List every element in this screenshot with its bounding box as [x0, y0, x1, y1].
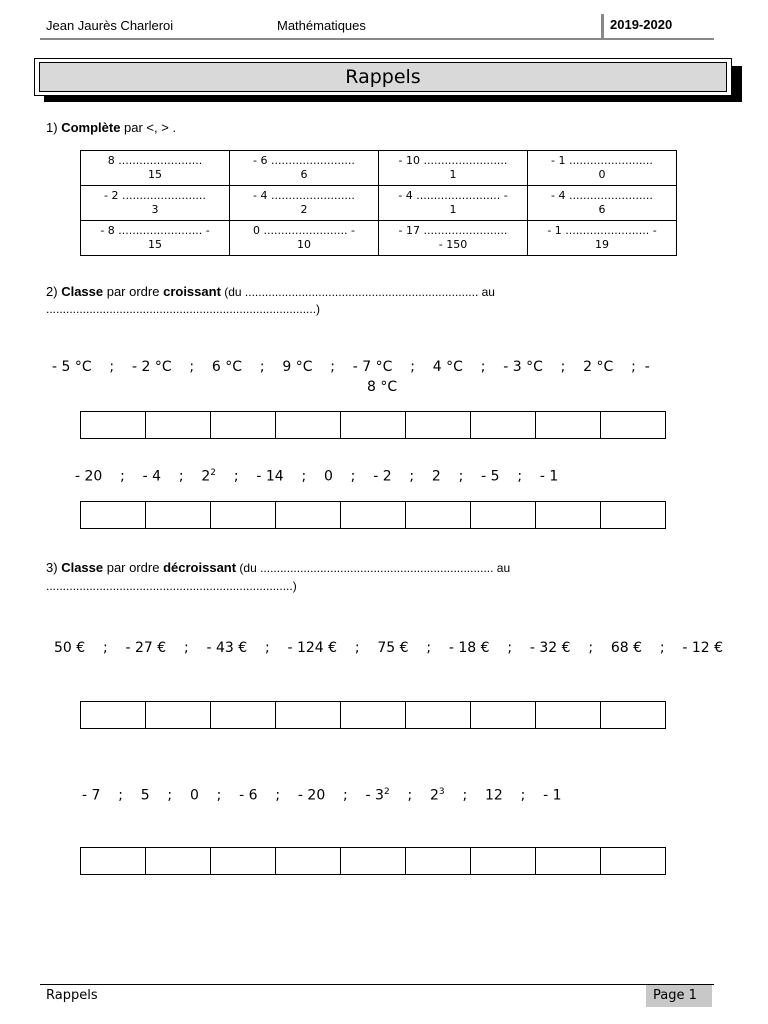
integer-list: - 20 ; - 4 ; $2^2$ ; - 14 ; 0 ; - 2 ; 2 ; - 5 ; - 1: [75, 468, 559, 485]
comparison-cell[interactable]: 0 ........................ - 10: [230, 221, 379, 256]
answer-box[interactable]: [145, 847, 211, 875]
question-3: 3) Classe par ordre décroissant (du ...................................................................... au: [46, 560, 511, 575]
answer-boxes-powers: [80, 847, 666, 875]
answer-box[interactable]: [405, 411, 471, 439]
table-row: [81, 186, 677, 221]
answer-box[interactable]: [470, 411, 536, 439]
table-row: [81, 151, 677, 186]
comparison-cell[interactable]: - 6 ........................ 6: [230, 151, 379, 186]
answer-box[interactable]: [470, 501, 536, 529]
comparison-cell[interactable]: - 8 ........................ - 15: [81, 221, 230, 256]
question-1: [46, 120, 176, 135]
temperature-list-continued: 8 °C: [367, 379, 398, 395]
answer-box[interactable]: [210, 701, 276, 729]
answer-box[interactable]: [340, 411, 406, 439]
answer-box[interactable]: [405, 501, 471, 529]
answer-box[interactable]: [145, 501, 211, 529]
table-row: [81, 221, 677, 256]
header-rule: [40, 38, 714, 40]
question-2-number: 2): [46, 284, 58, 299]
comparison-cell[interactable]: 8 ........................ 15: [81, 151, 230, 186]
comparison-cell[interactable]: - 2 ........................ 3: [81, 186, 230, 221]
temperature-list: - 5 °C ; - 2 °C ; 6 °C ; 9 °C ; - 7 °C ; 4 °C ; - 3 °C ; 2 °C ; -: [52, 359, 650, 375]
school-year: 2019-2020: [610, 17, 673, 32]
answer-box[interactable]: [80, 847, 146, 875]
comparison-cell[interactable]: - 1 ........................ - 19: [528, 221, 677, 256]
comparison-cell[interactable]: - 10 ........................ 1: [379, 151, 528, 186]
answer-box[interactable]: [340, 701, 406, 729]
page-number: Page 1: [646, 985, 712, 1007]
answer-boxes-integers: [80, 501, 666, 529]
answer-box[interactable]: [470, 847, 536, 875]
answer-box[interactable]: [210, 501, 276, 529]
question-1-keyword: Complète: [61, 120, 121, 135]
answer-box[interactable]: [600, 701, 666, 729]
answer-box[interactable]: [340, 847, 406, 875]
school-name: Jean Jaurès Charleroi: [46, 18, 174, 33]
question-2-keyword: Classe: [61, 284, 104, 299]
answer-box[interactable]: [405, 701, 471, 729]
answer-box[interactable]: [275, 411, 341, 439]
answer-box[interactable]: [600, 847, 666, 875]
answer-box[interactable]: [80, 411, 146, 439]
header-divider: [601, 14, 604, 40]
subject-name: Mathématiques: [277, 18, 366, 33]
question-3-number: 3): [46, 560, 58, 575]
answer-box[interactable]: [145, 411, 211, 439]
answer-box[interactable]: [210, 411, 276, 439]
question-3-answer-line[interactable]: ..........................................................................): [46, 579, 297, 593]
footer-title: Rappels: [46, 988, 98, 1003]
answer-box[interactable]: [80, 501, 146, 529]
answer-box[interactable]: [275, 501, 341, 529]
comparison-cell[interactable]: - 4 ........................ 2: [230, 186, 379, 221]
question-2-answer-line[interactable]: .................................................................................): [46, 302, 321, 316]
answer-box[interactable]: [275, 701, 341, 729]
power-list: - 7 ; 5 ; 0 ; - 6 ; - 20 ; - $3^2$ ; $2^3$ ; 12 ; - 1: [82, 787, 562, 804]
question-3-order: décroissant: [163, 560, 237, 575]
answer-box[interactable]: [80, 701, 146, 729]
answer-box[interactable]: [210, 847, 276, 875]
question-3-keyword: Classe: [61, 560, 104, 575]
comparison-table: [80, 150, 677, 256]
answer-box[interactable]: [340, 501, 406, 529]
answer-box[interactable]: [535, 701, 601, 729]
answer-box[interactable]: [275, 847, 341, 875]
answer-box[interactable]: [600, 501, 666, 529]
answer-box[interactable]: [535, 847, 601, 875]
comparison-cell[interactable]: - 4 ........................ - 1: [379, 186, 528, 221]
comparison-cell[interactable]: - 1 ........................ 0: [528, 151, 677, 186]
question-2-order: croissant: [163, 284, 221, 299]
answer-box[interactable]: [600, 411, 666, 439]
answer-box[interactable]: [470, 701, 536, 729]
answer-box[interactable]: [535, 411, 601, 439]
euro-list: 50 € ; - 27 € ; - 43 € ; - 124 € ; 75 € ; - 18 € ; - 32 € ; 68 € ; - 12 €: [54, 640, 724, 656]
answer-box[interactable]: [535, 501, 601, 529]
question-2: 2) Classe par ordre croissant (du ...................................................................... au: [46, 284, 495, 299]
answer-box[interactable]: [405, 847, 471, 875]
question-1-number: 1): [46, 120, 58, 135]
answer-boxes-temperatures: [80, 411, 666, 439]
comparison-cell[interactable]: - 4 ........................ 6: [528, 186, 677, 221]
answer-boxes-euros: [80, 701, 666, 729]
footer-rule: [40, 984, 714, 985]
question-1-instruction: par <, > .: [120, 120, 177, 135]
answer-box[interactable]: [145, 701, 211, 729]
page-title: Rappels: [39, 62, 727, 92]
comparison-cell[interactable]: - 17 ........................ - 150: [379, 221, 528, 256]
